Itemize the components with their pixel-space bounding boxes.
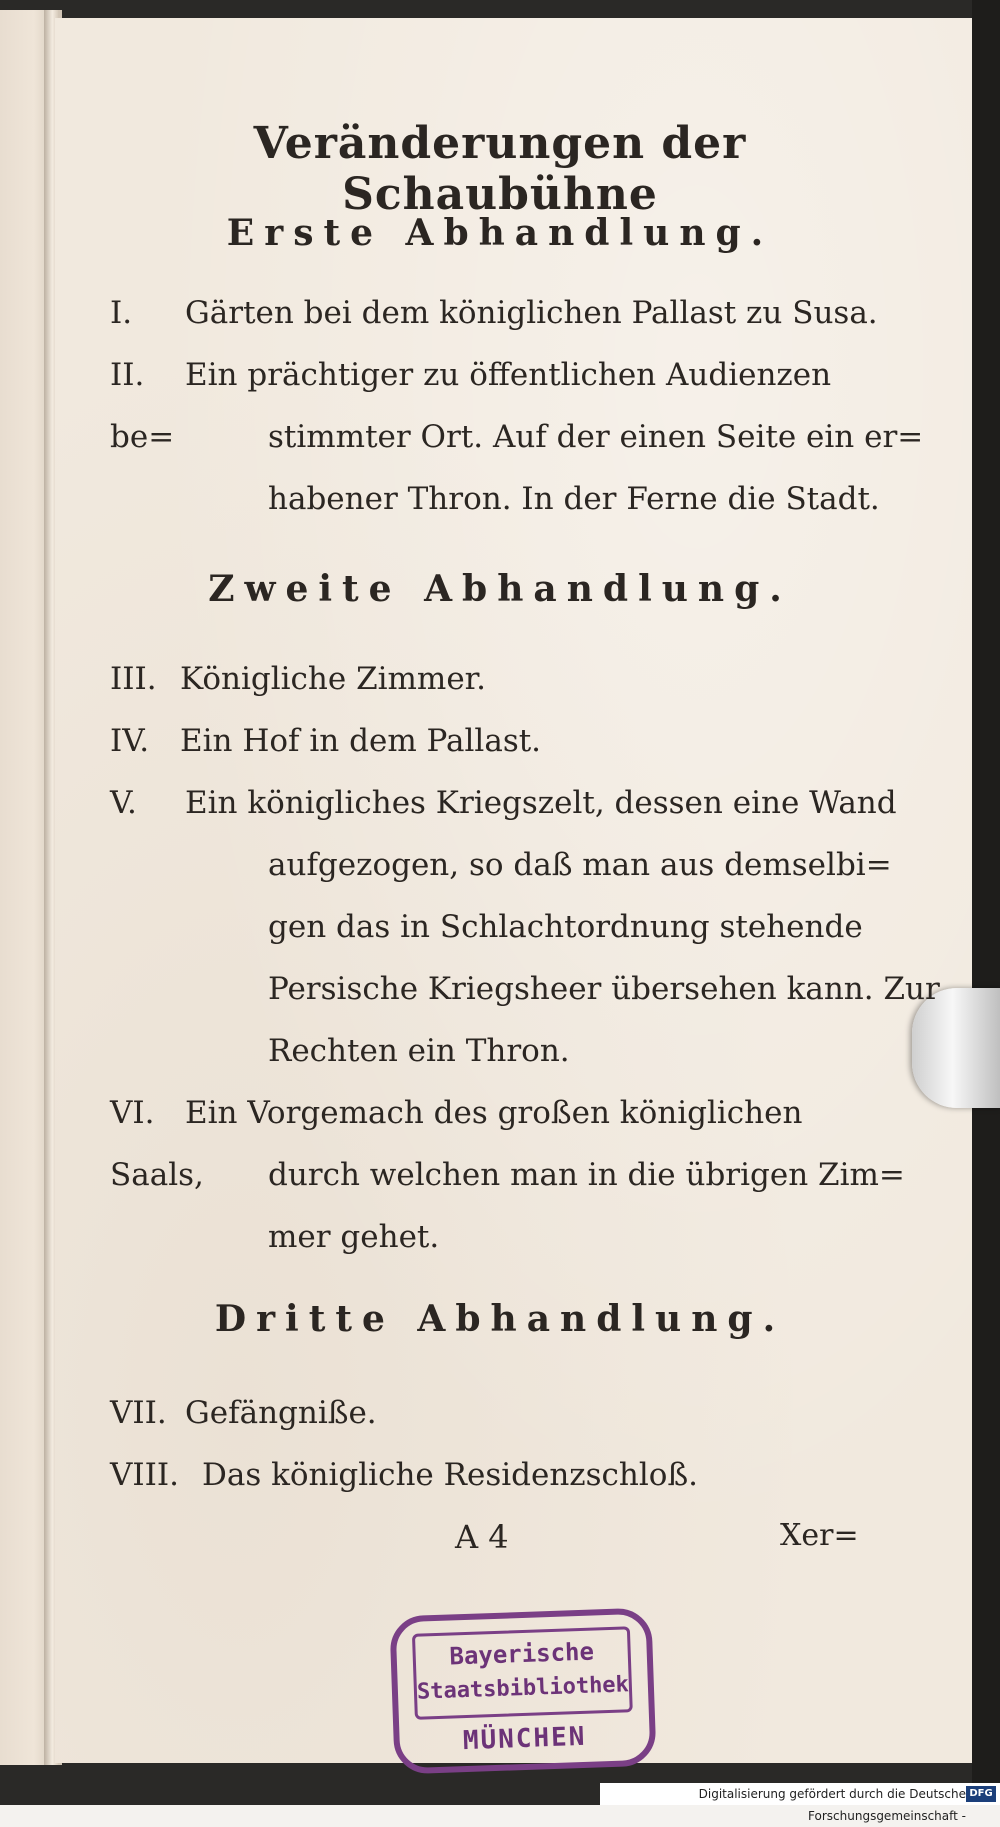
scene-line: Ein prächtiger zu öffentlichen Audienzen be= (110, 357, 832, 455)
scene-entry-3 (110, 648, 900, 710)
scene-entry-5 (110, 772, 900, 834)
scene-entry-8 (110, 1444, 900, 1506)
scene-number: VIII. (110, 1457, 179, 1493)
scene-entry-4 (110, 710, 900, 772)
scene-line: stimmter Ort. Auf der einen Seite ein er= (268, 419, 924, 455)
section-heading-3: Dritte Abhandlung. (214, 1298, 786, 1340)
scene-line: mer gehet. (268, 1219, 440, 1255)
scene-line: Rechten ein Thron. (268, 1033, 570, 1069)
scene-line: Ein Vorgemach des großen königlichen Saals, (110, 1095, 803, 1193)
page-title: Veränderungen der Schaubühne (253, 118, 747, 220)
scene-number: I. (110, 295, 133, 331)
scene-line: Das königliche Residenzschloß. (202, 1457, 698, 1493)
scene-number: V. (110, 785, 137, 821)
dfg-logo: DFG (966, 1786, 996, 1802)
section-heading-1: Erste Abhandlung. (226, 212, 774, 254)
scene-line: durch welchen man in die übrigen Zim= (268, 1157, 905, 1193)
scene-line: aufgezogen, so daß man aus demselbi= (268, 847, 892, 883)
scene-line: Gärten bei dem königlichen Pallast zu Susa. (185, 295, 878, 331)
scene-number: VI. (110, 1095, 155, 1131)
stamp-line-1: Bayerische (449, 1637, 595, 1671)
stamp-line-2: Staatsbibliothek (416, 1672, 630, 1705)
scene-number: VII. (110, 1395, 167, 1431)
right-border (972, 0, 1000, 1805)
catchword: Xer= (780, 1518, 859, 1553)
library-stamp (389, 1607, 656, 1774)
scene-line: gen das in Schlachtordnung stehende (268, 909, 863, 945)
scene-entry-1 (110, 282, 900, 344)
scene-line: Königliche Zimmer. (180, 661, 486, 697)
scene-line: Gefängniße. (185, 1395, 377, 1431)
digitization-note: Digitalisierung gefördert durch die Deutsche Forschungsgemeinschaft - (600, 1783, 1000, 1805)
scene-line: Ein Hof in dem Pallast. (180, 723, 542, 759)
scene-number: IV. (110, 723, 150, 759)
scene-entry-7 (110, 1382, 900, 1444)
scene-line: Persische Kriegsheer übersehen kann. Zur (268, 971, 940, 1007)
scene-number: II. (110, 357, 145, 393)
scene-number: III. (110, 661, 157, 697)
stamp-line-3: MÜNCHEN (462, 1721, 587, 1757)
scene-line: habener Thron. In der Ferne die Stadt. (268, 481, 880, 517)
section-heading-2: Zweite Abhandlung. (208, 568, 792, 610)
scene-line: Ein königliches Kriegszelt, dessen eine Wand (185, 785, 897, 821)
signature-mark: A 4 (455, 1518, 509, 1556)
